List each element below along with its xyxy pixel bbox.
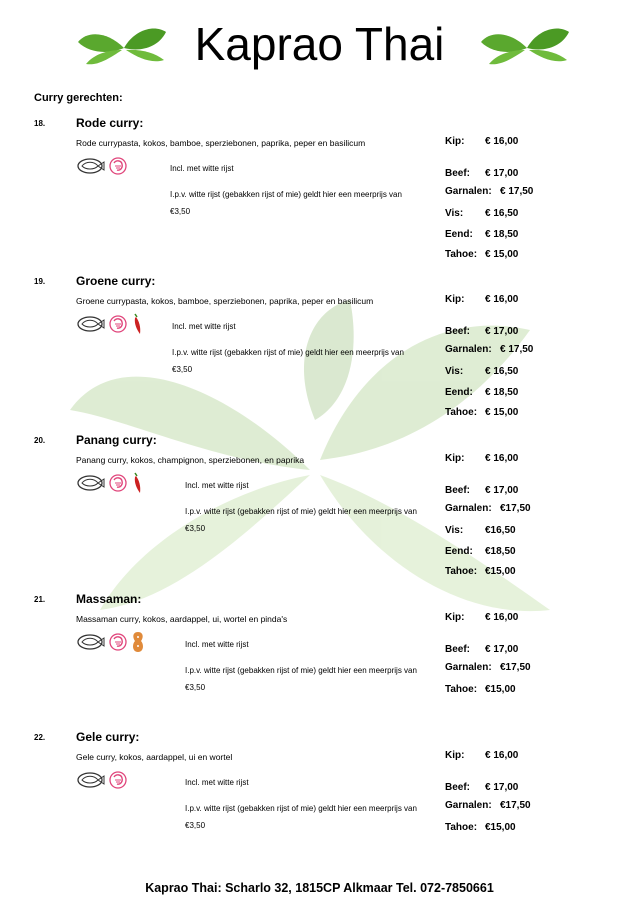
chili-pepper-icon bbox=[130, 312, 144, 336]
price-row bbox=[445, 407, 519, 418]
chili-pepper-icon bbox=[130, 471, 144, 495]
price-value: €18,50 bbox=[485, 546, 516, 557]
price-value: €15,00 bbox=[485, 566, 516, 577]
restaurant-title: Kaprao Thai bbox=[194, 18, 445, 70]
price-label: Tahoe: bbox=[445, 684, 478, 695]
price-row bbox=[445, 186, 534, 197]
fish-sauce-icon bbox=[76, 771, 106, 789]
shrimp-paste-icon bbox=[109, 157, 127, 175]
price-label: Beef: bbox=[445, 782, 471, 793]
rice-supplement-note: I.p.v. witte rijst (gebakken rijst of mie) geldt hier een meerprijs van €3,50 bbox=[185, 507, 417, 533]
price-value: € 16,00 bbox=[485, 750, 519, 761]
price-value: € 18,50 bbox=[485, 387, 519, 398]
allergen-icons bbox=[76, 770, 127, 790]
price-value: € 16,00 bbox=[485, 612, 519, 623]
price-value: €15,00 bbox=[485, 822, 516, 833]
rice-included-note: Incl. met witte rijst bbox=[185, 640, 249, 649]
price-label: Tahoe: bbox=[445, 407, 478, 418]
price-label: Beef: bbox=[445, 485, 471, 496]
rice-included-note: Incl. met witte rijst bbox=[170, 164, 234, 173]
dish-20 bbox=[0, 433, 639, 593]
price-value: € 17,00 bbox=[485, 485, 519, 496]
rice-supplement-note: I.p.v. witte rijst (gebakken rijst of mie) geldt hier een meerprijs van €3,50 bbox=[185, 666, 417, 692]
price-label: Kip: bbox=[445, 612, 465, 623]
rice-supplement-note: I.p.v. witte rijst (gebakken rijst of mie) geldt hier een meerprijs van €3,50 bbox=[172, 348, 404, 374]
dish-19 bbox=[0, 274, 639, 434]
price-value: € 15,00 bbox=[485, 407, 519, 418]
price-row bbox=[445, 249, 519, 260]
dish-description: Groene currypasta, kokos, bamboe, sperziebonen, paprika, peper en basilicum bbox=[76, 296, 374, 306]
price-row bbox=[445, 208, 519, 219]
price-label: Eend: bbox=[445, 546, 473, 557]
price-value: € 17,00 bbox=[485, 644, 519, 655]
price-label: Vis: bbox=[445, 525, 464, 536]
allergen-icons bbox=[76, 314, 144, 334]
price-label: Beef: bbox=[445, 168, 471, 179]
price-value: €17,50 bbox=[500, 662, 531, 673]
price-label: Kip: bbox=[445, 750, 465, 761]
price-row bbox=[445, 546, 516, 557]
dish-number: 20. bbox=[34, 436, 46, 445]
dish-description: Gele curry, kokos, aardappel, ui en wortel bbox=[76, 752, 233, 762]
dish-number: 21. bbox=[34, 595, 46, 604]
price-label: Tahoe: bbox=[445, 249, 478, 260]
price-row bbox=[445, 782, 519, 793]
section-title: Curry gerechten: bbox=[34, 92, 123, 104]
fish-sauce-icon bbox=[76, 157, 106, 175]
price-value: €16,50 bbox=[485, 525, 516, 536]
price-row bbox=[445, 662, 531, 673]
price-label: Beef: bbox=[445, 326, 471, 337]
price-label: Eend: bbox=[445, 229, 473, 240]
shrimp-paste-icon bbox=[109, 771, 127, 789]
price-label: Garnalen: bbox=[445, 662, 492, 673]
price-row bbox=[445, 168, 519, 179]
price-row bbox=[445, 684, 516, 695]
price-row bbox=[445, 326, 519, 337]
price-value: € 16,00 bbox=[485, 294, 519, 305]
dish-name: Groene curry: bbox=[76, 274, 156, 288]
dish-number: 22. bbox=[34, 733, 46, 742]
price-value: € 16,50 bbox=[485, 366, 519, 377]
rice-supplement-note: I.p.v. witte rijst (gebakken rijst of mie) geldt hier een meerprijs van €3,50 bbox=[185, 804, 417, 830]
price-row bbox=[445, 229, 519, 240]
price-label: Kip: bbox=[445, 294, 465, 305]
price-row bbox=[445, 822, 516, 833]
allergen-icons bbox=[76, 632, 146, 652]
rice-included-note: Incl. met witte rijst bbox=[185, 481, 249, 490]
footer-address: Kaprao Thai: Scharlo 32, 1815CP Alkmaar Tel. 072-7850661 bbox=[145, 881, 494, 895]
price-row bbox=[445, 453, 519, 464]
dish-name: Gele curry: bbox=[76, 730, 140, 744]
price-label: Kip: bbox=[445, 136, 465, 147]
price-label: Vis: bbox=[445, 366, 464, 377]
price-value: € 17,50 bbox=[500, 186, 534, 197]
dish-description: Panang curry, kokos, champignon, sperziebonen, en paprika bbox=[76, 455, 305, 465]
price-value: € 15,00 bbox=[485, 249, 519, 260]
price-row bbox=[445, 750, 519, 761]
price-value: € 16,00 bbox=[485, 453, 519, 464]
rice-included-note: Incl. met witte rijst bbox=[185, 778, 249, 787]
rice-included-note: Incl. met witte rijst bbox=[172, 322, 236, 331]
dish-number: 18. bbox=[34, 119, 46, 128]
shrimp-paste-icon bbox=[109, 633, 127, 651]
rice-supplement-note: I.p.v. witte rijst (gebakken rijst of mie) geldt hier een meerprijs van €3,50 bbox=[170, 190, 402, 216]
price-row bbox=[445, 525, 516, 536]
price-row bbox=[445, 294, 519, 305]
price-row bbox=[445, 800, 531, 811]
price-label: Beef: bbox=[445, 644, 471, 655]
price-label: Garnalen: bbox=[445, 503, 492, 514]
price-value: € 17,00 bbox=[485, 782, 519, 793]
dish-description: Massaman curry, kokos, aardappel, ui, wortel en pinda's bbox=[76, 614, 288, 624]
price-label: Eend: bbox=[445, 387, 473, 398]
dish-description: Rode currypasta, kokos, bamboe, sperziebonen, paprika, peper en basilicum bbox=[76, 138, 366, 148]
price-label: Tahoe: bbox=[445, 566, 478, 577]
dish-name: Rode curry: bbox=[76, 116, 144, 130]
allergen-icons bbox=[76, 156, 127, 176]
price-row bbox=[445, 387, 519, 398]
price-value: € 17,00 bbox=[485, 326, 519, 337]
fish-sauce-icon bbox=[76, 633, 106, 651]
dish-18 bbox=[0, 116, 639, 276]
price-row bbox=[445, 644, 519, 655]
price-row bbox=[445, 566, 516, 577]
dish-22 bbox=[0, 730, 639, 890]
price-row bbox=[445, 366, 519, 377]
price-value: € 18,50 bbox=[485, 229, 519, 240]
price-value: €17,50 bbox=[500, 503, 531, 514]
price-label: Garnalen: bbox=[445, 344, 492, 355]
dish-name: Massaman: bbox=[76, 592, 142, 606]
price-value: €15,00 bbox=[485, 684, 516, 695]
price-label: Vis: bbox=[445, 208, 464, 219]
price-value: € 16,50 bbox=[485, 208, 519, 219]
price-row bbox=[445, 503, 531, 514]
price-label: Garnalen: bbox=[445, 800, 492, 811]
dish-name: Panang curry: bbox=[76, 433, 157, 447]
price-value: € 17,50 bbox=[500, 344, 534, 355]
price-value: €17,50 bbox=[500, 800, 531, 811]
shrimp-paste-icon bbox=[109, 315, 127, 333]
price-row bbox=[445, 136, 519, 147]
shrimp-paste-icon bbox=[109, 474, 127, 492]
price-value: € 17,00 bbox=[485, 168, 519, 179]
peanut-icon bbox=[130, 631, 146, 653]
price-row bbox=[445, 344, 534, 355]
allergen-icons bbox=[76, 473, 144, 493]
price-row bbox=[445, 485, 519, 496]
fish-sauce-icon bbox=[76, 315, 106, 333]
price-row bbox=[445, 612, 519, 623]
dish-21 bbox=[0, 592, 639, 752]
price-label: Kip: bbox=[445, 453, 465, 464]
price-label: Tahoe: bbox=[445, 822, 478, 833]
price-label: Garnalen: bbox=[445, 186, 492, 197]
price-value: € 16,00 bbox=[485, 136, 519, 147]
dish-number: 19. bbox=[34, 277, 46, 286]
fish-sauce-icon bbox=[76, 474, 106, 492]
